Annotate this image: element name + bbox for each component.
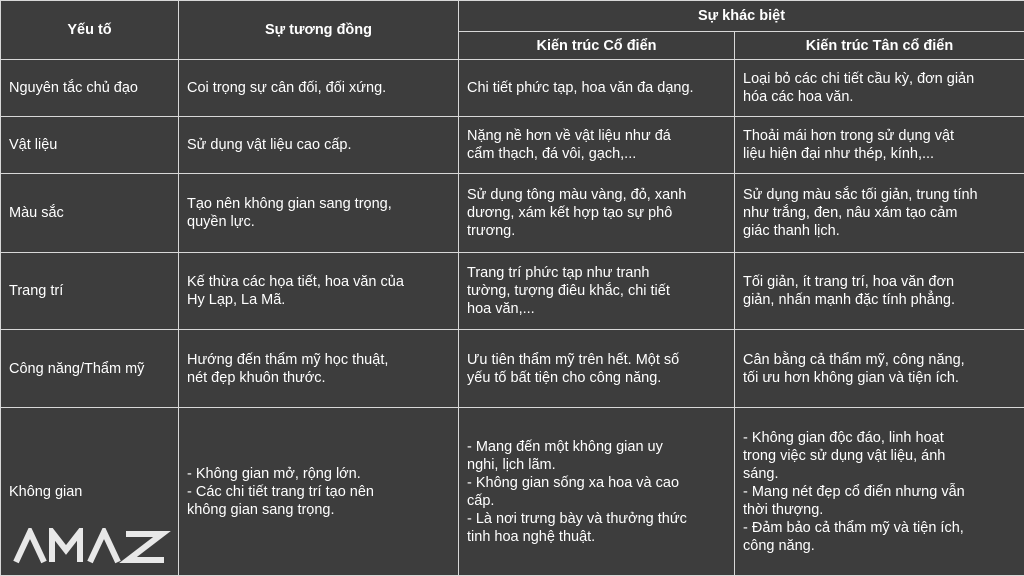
row-neoclassical: - Không gian độc đáo, linh hoạt trong việc sử dụng vật liệu, ánh sáng. - Mang nét đẹp cổ điển nhưng vẫn thời thượng. - Đảm bảo cả thẩm mỹ và tiện ích, công năng. xyxy=(735,408,1024,576)
row-factor: Màu sắc xyxy=(1,174,179,253)
row-factor: Trang trí xyxy=(1,253,179,330)
row-classical: Ưu tiên thẩm mỹ trên hết. Một số yếu tố bất tiện cho công năng. xyxy=(459,330,735,408)
row-neoclassical: Cân bằng cả thẩm mỹ, công năng, tối ưu hơn không gian và tiện ích. xyxy=(735,330,1024,408)
header-difference: Sự khác biệt xyxy=(459,1,1024,32)
row-neoclassical: Tối giản, ít trang trí, hoa văn đơn giản, nhấn mạnh đặc tính phẳng. xyxy=(735,253,1024,330)
header-similarity: Sự tương đồng xyxy=(179,1,459,60)
row-classical: - Mang đến một không gian uy nghi, lịch lãm. - Không gian sống xa hoa và cao cấp. - Là nơi trưng bày và thưởng thức tinh hoa nghệ thuật. xyxy=(459,408,735,576)
table-row xyxy=(1,174,1024,253)
header-classical: Kiến trúc Cổ điển xyxy=(459,32,735,60)
amaz-logo-mark xyxy=(12,528,172,566)
row-classical: Trang trí phức tạp như tranh tường, tượng điêu khắc, chi tiết hoa văn,... xyxy=(459,253,735,330)
table-row xyxy=(1,60,1024,117)
row-factor: Vật liệu xyxy=(1,117,179,174)
row-classical: Sử dụng tông màu vàng, đỏ, xanh dương, xám kết hợp tạo sự phô trương. xyxy=(459,174,735,253)
header-neoclassical: Kiến trúc Tân cổ điển xyxy=(735,32,1024,60)
row-similarity: Tạo nên không gian sang trọng, quyền lực. xyxy=(179,174,459,253)
row-similarity: Kế thừa các họa tiết, hoa văn của Hy Lạp, La Mã. xyxy=(179,253,459,330)
amaz-logo xyxy=(12,528,172,566)
row-neoclassical: Loại bỏ các chi tiết cầu kỳ, đơn giản hóa các hoa văn. xyxy=(735,60,1024,117)
table-row xyxy=(1,117,1024,174)
table-row xyxy=(1,253,1024,330)
row-similarity: Sử dụng vật liệu cao cấp. xyxy=(179,117,459,174)
row-neoclassical: Thoải mái hơn trong sử dụng vật liệu hiện đại như thép, kính,... xyxy=(735,117,1024,174)
row-similarity: - Không gian mở, rộng lớn. - Các chi tiết trang trí tạo nên không gian sang trọng. xyxy=(179,408,459,576)
row-classical: Chi tiết phức tạp, hoa văn đa dạng. xyxy=(459,60,735,117)
table-row xyxy=(1,330,1024,408)
row-factor: Nguyên tắc chủ đạo xyxy=(1,60,179,117)
row-neoclassical: Sử dụng màu sắc tối giản, trung tính như trắng, đen, nâu xám tạo cảm giác thanh lịch. xyxy=(735,174,1024,253)
row-similarity: Coi trọng sự cân đối, đối xứng. xyxy=(179,60,459,117)
row-classical: Nặng nề hơn về vật liệu như đá cẩm thạch, đá vôi, gạch,... xyxy=(459,117,735,174)
header-factor: Yếu tố xyxy=(1,1,179,60)
row-similarity: Hướng đến thẩm mỹ học thuật, nét đẹp khuôn thước. xyxy=(179,330,459,408)
row-factor: Không gian xyxy=(1,408,179,576)
row-factor: Công năng/Thẩm mỹ xyxy=(1,330,179,408)
